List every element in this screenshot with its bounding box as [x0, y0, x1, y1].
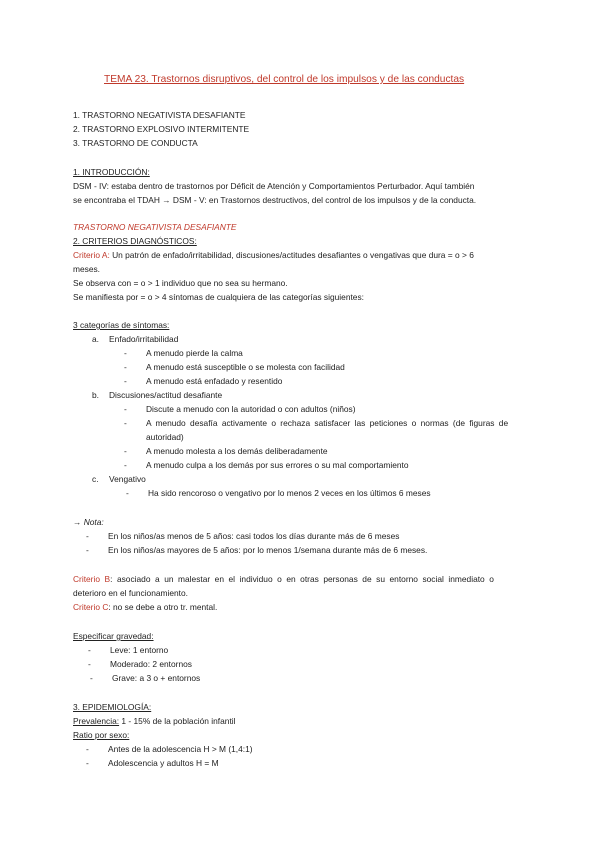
criterio-b-text: : asociado a un malestar en el individuo o en otras personas de su entorno social inmediato o — [110, 574, 494, 584]
criterio-a-label: Criterio A: — [73, 250, 110, 260]
criterio-a — [73, 250, 474, 261]
category-label: Discusiones/actitud desafiante — [109, 390, 223, 400]
gravedad-item: - Moderado: 2 entornos — [110, 659, 192, 670]
index-item: 2. TRASTORNO EXPLOSIVO INTERMITENTE — [73, 124, 250, 134]
list-item: - A menudo desafía activamente o rechaza satisfacer las peticiones o normas (de figuras de — [146, 418, 527, 429]
list-item: - Ha sido rencoroso o vengativo por lo menos 2 veces en los últimos 6 meses — [148, 488, 431, 499]
gravedad-item: - Leve: 1 entorno — [110, 645, 168, 656]
gravedad-item: - Grave: a 3 o + entornos — [112, 673, 200, 684]
criterio-c-text: : no se debe a otro tr. mental. — [108, 602, 218, 612]
list-item: - A menudo culpa a los demás por sus errores o su mal comportamiento — [146, 460, 409, 471]
criterio-c-label: Criterio C — [73, 602, 109, 612]
list-item: - A menudo molesta a los demás deliberadamente — [146, 446, 328, 457]
nota-item: - En los niños/as mayores de 5 años: por lo menos 1/semana durante más de 6 meses. — [108, 545, 427, 556]
criterio-a-text: Un patrón de enfado/irritabilidad, discusiones/actitudes desafiantes o vengativas que dura = o > 6 — [109, 250, 474, 260]
criterio-a-cont: meses. — [73, 264, 100, 274]
list-item-cont: autoridad) — [146, 432, 184, 442]
ratio-item: - Antes de la adolescencia H > M (1,4:1) — [108, 744, 253, 755]
category-label: Enfado/irritabilidad — [109, 334, 179, 344]
epidemiologia-heading: 3. EPIDEMIOLOGÍA: — [73, 702, 152, 712]
section-title: TRASTORNO NEGATIVISTA DESAFIANTE — [73, 222, 237, 232]
criterio-c — [73, 602, 217, 613]
nota-label: → Nota: — [73, 517, 104, 527]
index-item: 1. TRASTORNO NEGATIVISTA DESAFIANTE — [73, 110, 246, 120]
ratio-heading: Ratio por sexo: — [73, 730, 130, 740]
category-letter: a. — [92, 334, 99, 344]
criterio-b-cont: deterioro en el funcionamiento. — [73, 588, 188, 598]
page-title: TEMA 23. Trastornos disruptivos, del control de los impulsos y de las conductas — [104, 74, 465, 85]
list-item: - A menudo está enfadado y resentido — [146, 376, 282, 387]
gravedad-heading: Especificar gravedad: — [73, 631, 154, 641]
intro-line: DSM - IV: estaba dentro de trastornos por Déficit de Atención y Comportamientos Perturbador. Aquí también — [73, 181, 475, 191]
list-item: - A menudo está susceptible o se molesta con facilidad — [146, 362, 345, 373]
categories-heading: 3 categorías de síntomas: — [73, 320, 170, 330]
list-item: - Discute a menudo con la autoridad o con adultos (niños) — [146, 404, 356, 415]
observe-line: Se observa con = o > 1 individuo que no sea su hermano. — [73, 278, 288, 288]
nota-item: - En los niños/as menos de 5 años: casi todos los días durante más de 6 meses — [108, 531, 399, 542]
manifest-line: Se manifiesta por = o > 4 síntomas de cualquiera de las categorías siguientes: — [73, 292, 364, 302]
category-letter: b. — [92, 390, 99, 400]
prevalencia-label: Prevalencia: — [73, 716, 120, 726]
criterio-b — [73, 574, 529, 585]
criteria-heading: 2. CRITERIOS DIAGNÓSTICOS: — [73, 236, 197, 246]
ratio-item: - Adolescencia y adultos H = M — [108, 758, 219, 769]
category-letter: c. — [92, 474, 99, 484]
intro-line: se encontraba el TDAH → DSM - V: en Trastornos destructivos, del control de los impulsos y de la conducta. — [73, 195, 477, 205]
criterio-b-label: Criterio B — [73, 574, 111, 584]
prevalencia-line — [73, 716, 236, 727]
prevalencia-text: 1 - 15% de la población infantil — [119, 716, 236, 726]
category-label: Vengativo — [109, 474, 146, 484]
index-item: 3. TRASTORNO DE CONDUCTA — [73, 138, 198, 148]
intro-heading: 1. INTRODUCCIÓN: — [73, 167, 150, 177]
list-item: - A menudo pierde la calma — [146, 348, 243, 359]
